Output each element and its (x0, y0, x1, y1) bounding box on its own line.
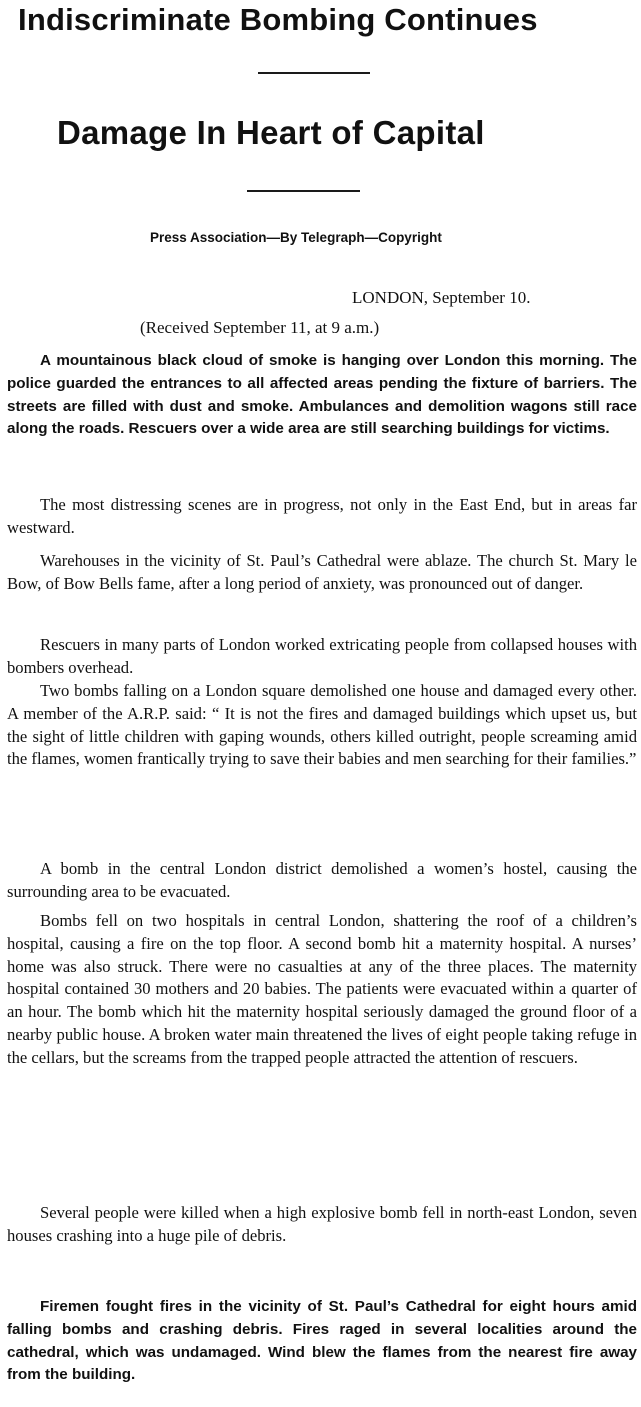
subheadline: Damage In Heart of Capital (57, 114, 485, 151)
dateline: LONDON, September 10. (352, 288, 531, 307)
lead-paragraph: A mountainous black cloud of smoke is hanging over London this morning. The police guarded the entrances to all affected areas pending the fixture of barriers. The streets are filled with dust and smoke. Ambulances and demolition wagons still race along the roads. Rescuers over a wide area are still searching buildings for victims. (7, 352, 637, 438)
body-paragraph: Two bombs falling on a London square demolished one house and damaged every other. A member of the A.R.P. said: “ It is not the fires and damaged buildings which upset us, but the sight of little children with gaping wounds, others killed outright, people screaming amid the flames, women frantically trying to save their babies and men searching for their families.” (7, 681, 637, 769)
received-line: (Received September 11, at 9 a.m.) (140, 318, 380, 337)
body-paragraph: Warehouses in the vicinity of St. Paul’s Cathedral were ablaze. The church St. Mary le Bow, of Bow Bells fame, after a long period of anxiety, was pronounced out of danger. (7, 551, 637, 593)
wire-credit: Press Association—By Telegraph—Copyright (150, 230, 442, 245)
body-paragraph: The most distressing scenes are in progress, not only in the East End, but in areas far westward. (7, 495, 637, 537)
headline-divider (258, 72, 370, 74)
body-paragraph: Rescuers in many parts of London worked extricating people from collapsed houses with bombers overhead. (7, 635, 637, 677)
body-paragraph: Bombs fell on two hospitals in central London, shattering the roof of a children’s hospital, causing a fire on the top floor. A second bomb hit a maternity hospital. A nurses’ home was also struck. There were no casualties at any of the three places. The maternity hospital contained 30 mothers and 20 babies. The patients were evacuated within a quarter of an hour. The bomb which hit the maternity hospital seriously damaged the ground floor of a nearby public house. A broken water main threatened the lives of eight people taking refuge in the cellars, but the screams from the trapped people attracted the attention of rescuers. (7, 911, 637, 1067)
headline: Indiscriminate Bombing Continues (18, 2, 538, 37)
closing-paragraph: Firemen fought fires in the vicinity of St. Paul’s Cathedral for eight hours amid falling bombs and crashing debris. Fires raged in several localities around the cathedral, which was undamaged. Wind blew the flames from the nearest fire away from the building. (7, 1298, 637, 1384)
body-paragraph: A bomb in the central London district demolished a women’s hostel, causing the surrounding area to be evacuated. (7, 859, 637, 901)
body-paragraph: Several people were killed when a high explosive bomb fell in north-east London, seven houses crashing into a huge pile of debris. (7, 1203, 637, 1245)
subheadline-divider (247, 190, 360, 192)
